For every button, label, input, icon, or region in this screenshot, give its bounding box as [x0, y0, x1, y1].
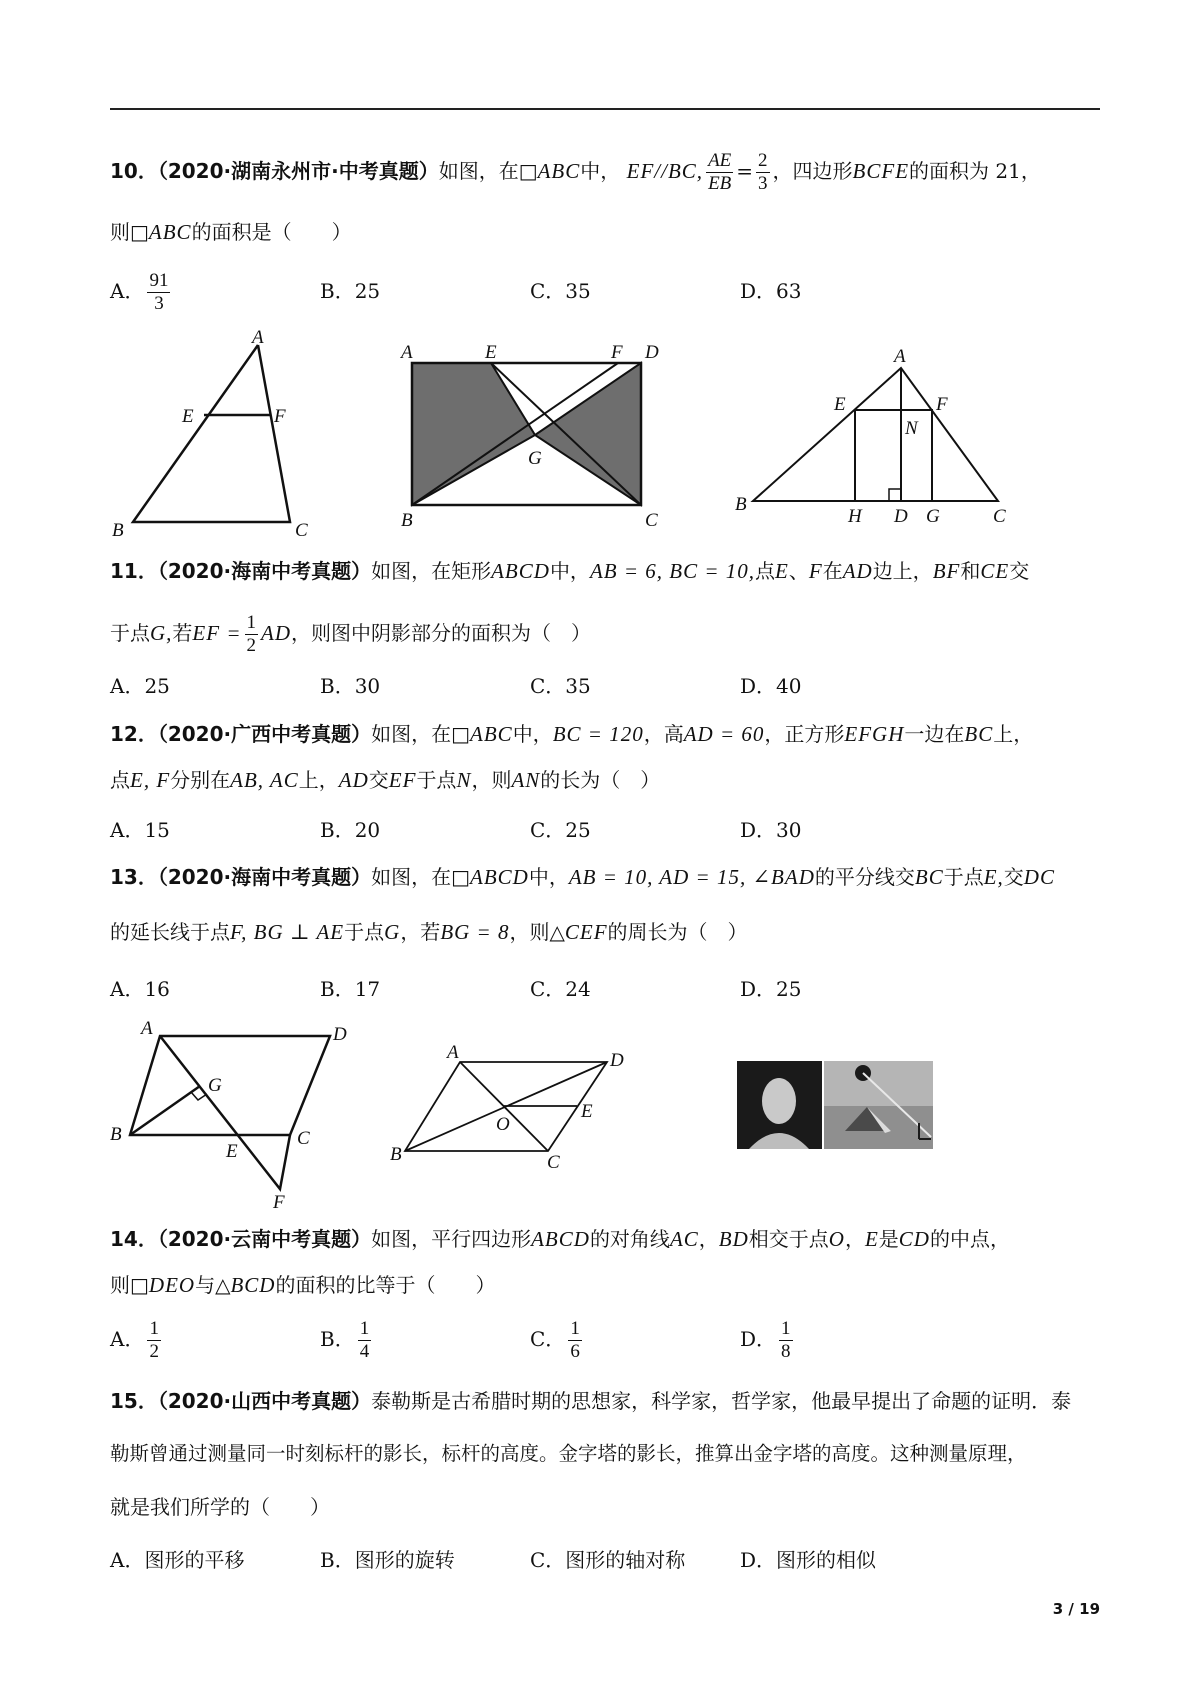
q14-math: CD	[898, 1227, 930, 1251]
q13-number: 13．	[110, 865, 158, 889]
option-fraction	[779, 1318, 793, 1363]
figure-parallelogram-diagonals	[385, 1040, 645, 1170]
q11-source: （2020·海南中考真题）	[157, 559, 372, 583]
frac-den: 8	[781, 1341, 791, 1362]
q12-math: AD	[338, 768, 369, 792]
q12-number: 12．	[110, 722, 158, 746]
label-g: G	[926, 506, 940, 527]
label-f: F	[611, 342, 623, 363]
q14-math: ABCD	[531, 1227, 590, 1251]
q11-text: 边上，	[872, 559, 933, 583]
q13-option-b[interactable]: B．17	[320, 977, 381, 1001]
q15-option-c[interactable]: C．图形的轴对称	[530, 1548, 686, 1572]
q11-text: 中，	[549, 559, 590, 583]
q11-option-a[interactable]: A．25	[110, 674, 170, 698]
label-a: A	[141, 1018, 153, 1039]
q10-option-b[interactable]: B．25	[320, 279, 381, 303]
q13-text: 的平分线交	[814, 865, 915, 889]
q12-math: AB, AC	[230, 768, 299, 792]
q12-option-d[interactable]: D．30	[740, 818, 802, 842]
q14-text: 是	[878, 1227, 899, 1251]
q14-line1	[110, 1225, 1010, 1253]
label-f: F	[274, 406, 286, 427]
frac-den: 3	[758, 173, 768, 194]
q13-math: ABCD	[470, 865, 529, 889]
label-f: F	[936, 394, 948, 415]
frac-num: AE	[708, 150, 732, 171]
q14-option-d[interactable]	[740, 1318, 796, 1363]
q12-option-c[interactable]: C．25	[530, 818, 591, 842]
option-fraction	[147, 270, 170, 315]
q13-math: E,	[983, 865, 1004, 889]
triangle-outline	[753, 368, 998, 501]
q13-math: AB = 10, AD = 15, ∠BAD	[568, 865, 815, 889]
q10-number: 10．	[110, 159, 158, 183]
label-c: C	[297, 1128, 310, 1149]
q15-line1	[110, 1387, 1071, 1415]
q12-text: 的长为（ ）	[540, 768, 661, 792]
option-label: B．	[320, 1327, 355, 1351]
q14-text: 的中点，	[929, 1227, 1010, 1251]
q12-math: E, F	[130, 768, 171, 792]
q10-math: BCFE	[852, 159, 910, 183]
q12-text: 如图，在□	[371, 722, 471, 746]
pyramid-sky	[824, 1061, 933, 1106]
q11-option-d[interactable]: D．40	[740, 674, 802, 698]
q10-text: 的面积是（ ）	[191, 220, 352, 244]
label-b: B	[110, 1124, 122, 1145]
q14-math: AC	[669, 1227, 699, 1251]
frac-den: 3	[154, 293, 164, 314]
q14-text: 的对角线	[589, 1227, 670, 1251]
option-fraction	[358, 1318, 372, 1363]
q12-line1	[110, 720, 1033, 748]
label-e: E	[834, 394, 846, 415]
q15-option-d[interactable]: D．图形的相似	[740, 1548, 877, 1572]
label-h: H	[848, 506, 862, 527]
q12-source: （2020·广西中考真题）	[157, 722, 372, 746]
q14-text: 与△	[195, 1273, 231, 1297]
figure-parallelogram-bisector	[105, 1018, 365, 1208]
q10-text: 中，	[580, 159, 621, 183]
q15-option-b[interactable]: B．图形的旋转	[320, 1548, 455, 1572]
q13-option-a[interactable]: A．16	[110, 977, 170, 1001]
q13-text: ，则△	[509, 920, 565, 944]
q11-math: ABCD	[491, 559, 550, 583]
label-f: F	[273, 1192, 285, 1208]
label-g: G	[528, 448, 542, 469]
q13-math: BG = 8	[440, 920, 510, 944]
q12-option-b[interactable]: B．20	[320, 818, 381, 842]
label-e: E	[581, 1101, 593, 1122]
frac-den: EB	[708, 173, 732, 194]
q14-source: （2020·云南中考真题）	[157, 1227, 372, 1251]
q14-option-b[interactable]	[320, 1318, 374, 1363]
q13-line1	[110, 863, 1055, 891]
label-a: A	[894, 346, 906, 367]
label-a: A	[401, 342, 413, 363]
option-label: C．	[530, 1327, 566, 1351]
frac-num: 1	[359, 1318, 370, 1339]
q11-math: EF =	[192, 621, 242, 645]
q12-text: 点	[110, 768, 130, 792]
q11-math: AD	[261, 621, 291, 645]
q14-text: ，	[844, 1227, 865, 1251]
q15-number: 15．	[110, 1389, 158, 1413]
q13-option-d[interactable]: D．25	[740, 977, 802, 1001]
q10-text: 的面积为 21，	[909, 159, 1041, 183]
q15-text: 泰勒斯是古希腊时期的思想家，科学家，哲学家，他最早提出了命题的证明．泰	[371, 1389, 1072, 1413]
label-d: D	[645, 342, 659, 363]
q12-math: ABC	[470, 722, 513, 746]
q10-text: 则□	[110, 220, 149, 244]
q12-text: ，则	[471, 768, 512, 792]
thales-pyramid-photo	[735, 1053, 935, 1153]
q11-math: AD	[842, 559, 873, 583]
q15-line3: 就是我们所学的（ ）	[110, 1495, 330, 1519]
frac-num: 2	[758, 150, 768, 171]
q11-number: 11．	[110, 559, 158, 583]
q11-math: AB = 6, BC = 10,	[589, 559, 756, 583]
q14-text: 相交于点	[748, 1227, 829, 1251]
q11-text: 交	[1009, 559, 1030, 583]
q13-math: F, BG ⊥ AE	[230, 920, 345, 944]
q11-text: 若	[172, 621, 193, 645]
q11-math: BF	[932, 559, 961, 583]
q10-line1	[110, 150, 1041, 195]
q13-math: DC	[1023, 865, 1055, 889]
option-label: A．	[110, 279, 145, 303]
label-e: E	[182, 406, 194, 427]
option-fraction	[568, 1318, 582, 1363]
q14-math: O	[828, 1227, 845, 1251]
label-c: C	[993, 506, 1006, 527]
q13-line2	[110, 918, 748, 946]
q10-text: 如图，在□	[438, 159, 538, 183]
q13-text: 中，	[528, 865, 569, 889]
q12-math: AN	[511, 768, 541, 792]
q11-text: 如图，在矩形	[371, 559, 492, 583]
figure-triangle-abc	[100, 330, 330, 540]
figure-triangle-square	[720, 340, 1020, 530]
label-g: G	[208, 1075, 222, 1096]
q11-math: E	[775, 559, 789, 583]
q14-math: BCD	[230, 1273, 276, 1297]
q12-text: 一边在	[904, 722, 965, 746]
frac-num: 1	[246, 612, 256, 633]
q14-number: 14．	[110, 1227, 158, 1251]
q11-text: 于点	[110, 621, 150, 645]
label-d: D	[610, 1050, 624, 1071]
q12-text: 交	[368, 768, 389, 792]
q15-source: （2020·山西中考真题）	[157, 1389, 372, 1413]
q11-math: G,	[150, 621, 173, 645]
label-b: B	[390, 1144, 402, 1165]
page-number: 3 / 19	[1052, 1600, 1100, 1618]
label-c: C	[645, 510, 658, 530]
q13-text: 的延长线于点	[110, 920, 230, 944]
q13-text: 的周长为（ ）	[607, 920, 748, 944]
triangle-outline	[133, 345, 290, 522]
q14-math: DEO	[148, 1273, 196, 1297]
q10-option-d[interactable]: D．63	[740, 279, 802, 303]
label-b: B	[112, 520, 124, 540]
q12-text: 上，	[298, 768, 339, 792]
bust-head-icon	[762, 1078, 796, 1124]
q12-text: 中，	[512, 722, 553, 746]
q13-text: 于点	[344, 920, 385, 944]
q12-math: BC = 120	[552, 722, 644, 746]
figure-rectangle-abcd	[395, 340, 675, 530]
option-fraction	[147, 1318, 161, 1363]
label-b: B	[735, 494, 747, 515]
q14-text: 如图，平行四边形	[371, 1227, 532, 1251]
q14-text: ，	[698, 1227, 719, 1251]
frac-den: 4	[359, 1341, 370, 1362]
q13-text: 于点	[943, 865, 984, 889]
q13-option-c[interactable]: C．24	[530, 977, 591, 1001]
frac-num: 1	[781, 1318, 791, 1339]
q12-line2	[110, 766, 660, 794]
label-c: C	[547, 1152, 560, 1170]
label-n: N	[905, 418, 918, 439]
label-b: B	[401, 510, 413, 530]
parallelogram-outline	[130, 1036, 330, 1135]
frac-num: 1	[149, 1318, 159, 1339]
q14-option-c[interactable]	[530, 1318, 585, 1363]
q10-math: EF//BC,	[626, 159, 704, 183]
label-e: E	[485, 342, 497, 363]
frac-den: 2	[149, 1341, 159, 1362]
q10-option-c[interactable]: C．35	[530, 279, 591, 303]
option-label: A．	[110, 1327, 145, 1351]
option-label: D．	[740, 1327, 777, 1351]
q10-math: ABC	[537, 159, 581, 183]
q10-source: （2020·湖南永州市·中考真题）	[157, 159, 439, 183]
q12-option-a[interactable]: A．15	[110, 818, 170, 842]
q10-math: ABC	[148, 220, 192, 244]
q10-eq: =	[736, 159, 754, 183]
q13-math: BC	[914, 865, 944, 889]
q11-line2	[110, 612, 591, 657]
header-rule	[110, 108, 1100, 110]
frac-den: 2	[246, 635, 256, 656]
q12-math: EFGH	[844, 722, 905, 746]
q11-option-b[interactable]: B．30	[320, 674, 381, 698]
label-o: O	[496, 1114, 510, 1135]
q14-option-a[interactable]	[110, 1318, 164, 1363]
q11-text: 点	[755, 559, 776, 583]
q10-fraction	[706, 150, 733, 195]
segment-bg	[130, 1086, 200, 1135]
q10-text: ，四边形	[772, 159, 853, 183]
q11-text: ，则图中阴影部分的面积为（ ）	[291, 621, 591, 645]
label-d: D	[894, 506, 908, 527]
right-angle-mark	[889, 489, 901, 501]
frac-num: 91	[149, 270, 169, 291]
bisector-and-extension	[160, 1036, 290, 1189]
q12-math: EF	[388, 768, 417, 792]
q13-math: CEF	[564, 920, 608, 944]
q15-option-a[interactable]: A．图形的平移	[110, 1548, 245, 1572]
q13-text: ，若	[400, 920, 441, 944]
frac-num: 1	[570, 1318, 580, 1339]
q12-text: 于点	[416, 768, 457, 792]
q12-text: ，高	[643, 722, 684, 746]
q10-option-a[interactable]	[110, 270, 173, 315]
q12-text: 分别在	[170, 768, 231, 792]
label-d: D	[333, 1024, 347, 1045]
q12-math: AD = 60	[683, 722, 765, 746]
q12-text: ，正方形	[764, 722, 845, 746]
label-a: A	[447, 1042, 459, 1063]
q11-line1	[110, 557, 1029, 585]
q11-option-c[interactable]: C．35	[530, 674, 591, 698]
q10-line2	[110, 218, 352, 246]
q14-math: E	[864, 1227, 879, 1251]
q14-text: 的面积的比等于（ ）	[275, 1273, 496, 1297]
q13-source: （2020·海南中考真题）	[157, 865, 372, 889]
q15-line2: 勒斯曾通过测量同一时刻标杆的影长，标杆的高度。金字塔的影长，推算出金字塔的高度。这种测量原理，	[110, 1442, 1027, 1465]
label-e: E	[226, 1141, 238, 1162]
label-c: C	[295, 520, 308, 540]
q11-math: F	[808, 559, 823, 583]
q11-math: CE	[980, 559, 1010, 583]
q13-text: 如图，在□	[371, 865, 471, 889]
q13-math: G	[384, 920, 401, 944]
q12-math: BC	[964, 722, 994, 746]
q14-text: 则□	[110, 1273, 149, 1297]
q13-text: 交	[1003, 865, 1024, 889]
frac-den: 6	[570, 1341, 580, 1362]
q12-text: 上，	[993, 722, 1034, 746]
q11-text: 和	[960, 559, 981, 583]
q12-math: N	[456, 768, 472, 792]
q11-fraction	[245, 612, 259, 657]
square-efgh	[855, 410, 932, 501]
q10-value-fraction	[756, 150, 770, 195]
q11-text: 、	[788, 559, 809, 583]
q14-line2	[110, 1271, 495, 1299]
label-a: A	[252, 330, 264, 348]
q11-text: 在	[822, 559, 843, 583]
q14-math: BD	[718, 1227, 749, 1251]
